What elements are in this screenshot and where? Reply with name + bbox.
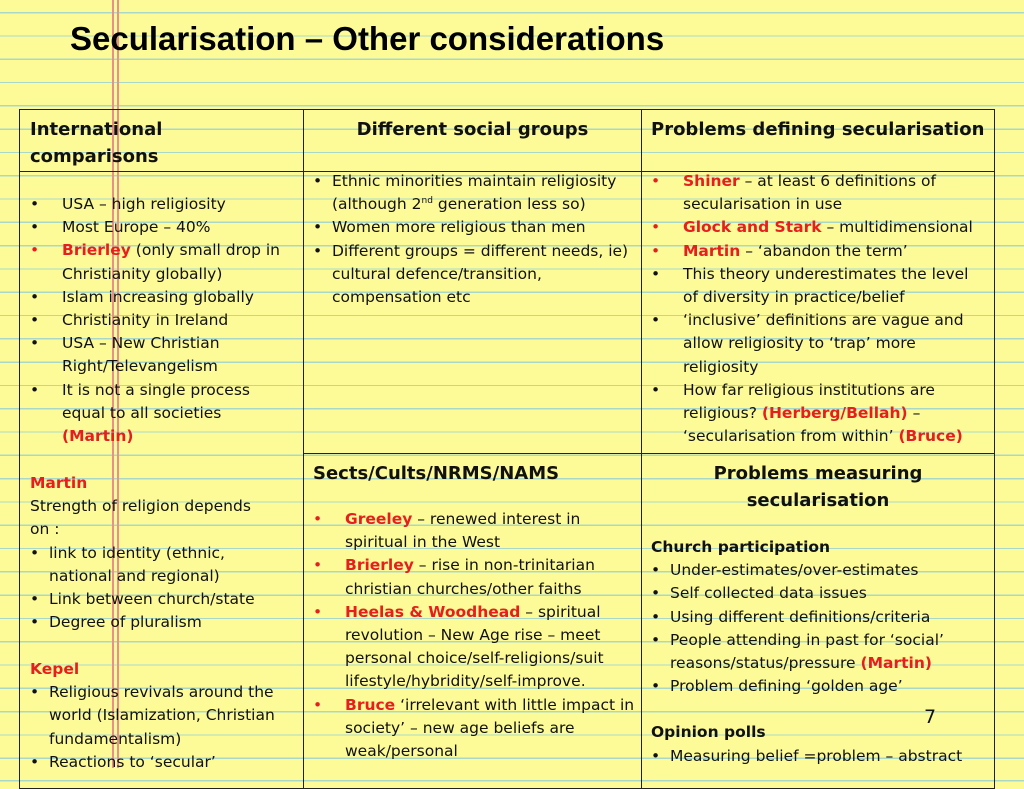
list-item: • Shiner – at least 6 definitions of secularisation in use <box>651 170 987 216</box>
list-item: • Bruce ‘irrelevant with little impact in society’ – new age beliefs are weak/personal <box>313 694 635 764</box>
sects-list <box>313 508 635 763</box>
cell-sects-cults <box>303 453 642 789</box>
cell-international-comparisons <box>19 109 304 789</box>
content-table <box>19 109 995 789</box>
church-participation-heading: Church participation <box>651 538 831 556</box>
list-item: • Link between church/state <box>30 588 292 611</box>
define-list <box>651 170 987 448</box>
list-item: • How far religious institutions are religious? (Herberg/Bellah) – ‘secularisation from within’ (Bruce) <box>651 379 987 449</box>
list-item: • Different groups = different needs, ie) cultural defence/transition, compensation etc <box>313 240 635 310</box>
cell-problems-measuring <box>641 453 995 789</box>
intl-header: International comparisons <box>30 119 163 167</box>
slide-title: Secularisation – Other considerations <box>70 20 665 57</box>
list-item: • ‘inclusive’ definitions are vague and allow religiosity to ‘trap’ more religiosity <box>651 309 987 379</box>
page-number: 7 <box>924 706 937 728</box>
list-item: • Reactions to ‘secular’ <box>30 751 292 774</box>
list-item: • Measuring belief =problem – abstract <box>651 745 987 768</box>
list-item: • Degree of pluralism <box>30 611 292 634</box>
list-item: • Self collected data issues <box>651 582 987 605</box>
author-name: (Martin) <box>860 654 932 673</box>
author-name: (Herberg/Bellah) <box>761 404 908 423</box>
header-divider <box>20 171 303 172</box>
opinion-polls-list <box>651 745 987 768</box>
list-item: • Most Europe – 40% <box>30 216 292 239</box>
list-item: • USA – New Christian Right/Televangelism <box>30 332 292 378</box>
list-item: • Islam increasing globally <box>30 286 292 309</box>
kepel-heading: Kepel <box>30 660 80 678</box>
list-item: • Christianity in Ireland <box>30 309 292 332</box>
cell-different-social-groups <box>303 109 642 454</box>
author-name: Bruce <box>345 695 396 714</box>
author-name: Shiner <box>683 172 740 190</box>
measure-body <box>651 536 987 768</box>
list-item: • This theory underestimates the level of diversity in practice/belief <box>651 263 987 309</box>
cell-problems-defining <box>641 109 995 454</box>
list-item: • Glock and Stark – multidimensional <box>651 216 987 239</box>
list-item: • Problem defining ‘golden age’ <box>651 675 987 698</box>
author-name: Greeley <box>345 510 413 528</box>
martin-intro: Strength of religion depends on : <box>30 497 251 539</box>
define-header: Problems defining secularisation <box>651 119 985 140</box>
list-item: • link to identity (ethnic, national and regional) <box>30 542 292 588</box>
list-item: • Religious revivals around the world (Islamization, Christian fundamentalism) <box>30 681 292 751</box>
kepel-list <box>30 681 292 774</box>
author-name: (Martin) <box>62 427 134 446</box>
list-item: • Martin – ‘abandon the term’ <box>651 240 987 263</box>
list-item: • Greeley – renewed interest in spiritual in the West <box>313 508 635 554</box>
social-header: Different social groups <box>356 119 589 140</box>
author-name: Heelas & Woodhead <box>345 602 521 621</box>
author-name: Brierley <box>62 241 131 260</box>
opinion-polls-heading: Opinion polls <box>651 723 766 742</box>
measure-header: Problems measuring secularisation <box>713 463 923 511</box>
church-participation-list <box>651 559 987 698</box>
list-item: • Brierley (only small drop in Christianity globally) <box>30 239 292 285</box>
kepel-section <box>30 658 292 774</box>
list-item: • Using different definitions/criteria <box>651 606 987 629</box>
author-name: Glock and Stark <box>683 218 822 237</box>
list-item: • Ethnic minorities maintain religiosity (although 2nd generation less so) <box>313 170 635 216</box>
list-item: • Heelas & Woodhead – spiritual revolution – New Age rise – meet personal choice/self-religions/suit lifestyle/hybridity/self-improve. <box>313 601 635 694</box>
list-item: • People attending in past for ‘social’ reasons/status/pressure (Martin) <box>651 629 987 675</box>
martin-section <box>30 472 292 634</box>
sects-header: Sects/Cults/NRMS/NAMS <box>313 463 560 484</box>
author-name: Martin <box>683 241 741 260</box>
list-item: • Women more religious than men <box>313 216 635 239</box>
author-name: (Bruce) <box>898 427 963 446</box>
list-item: • Under-estimates/over-estimates <box>651 559 987 582</box>
martin-heading: Martin <box>30 474 88 492</box>
list-item: • Brierley – rise in non-trinitarian christian churches/other faiths <box>313 554 635 600</box>
list-item: • USA – high religiosity <box>30 193 292 216</box>
list-item: • It is not a single process equal to all societies (Martin) <box>30 379 292 449</box>
martin-list <box>30 542 292 635</box>
intl-list <box>30 193 292 448</box>
social-list <box>313 170 635 309</box>
author-name: Brierley <box>345 556 414 575</box>
